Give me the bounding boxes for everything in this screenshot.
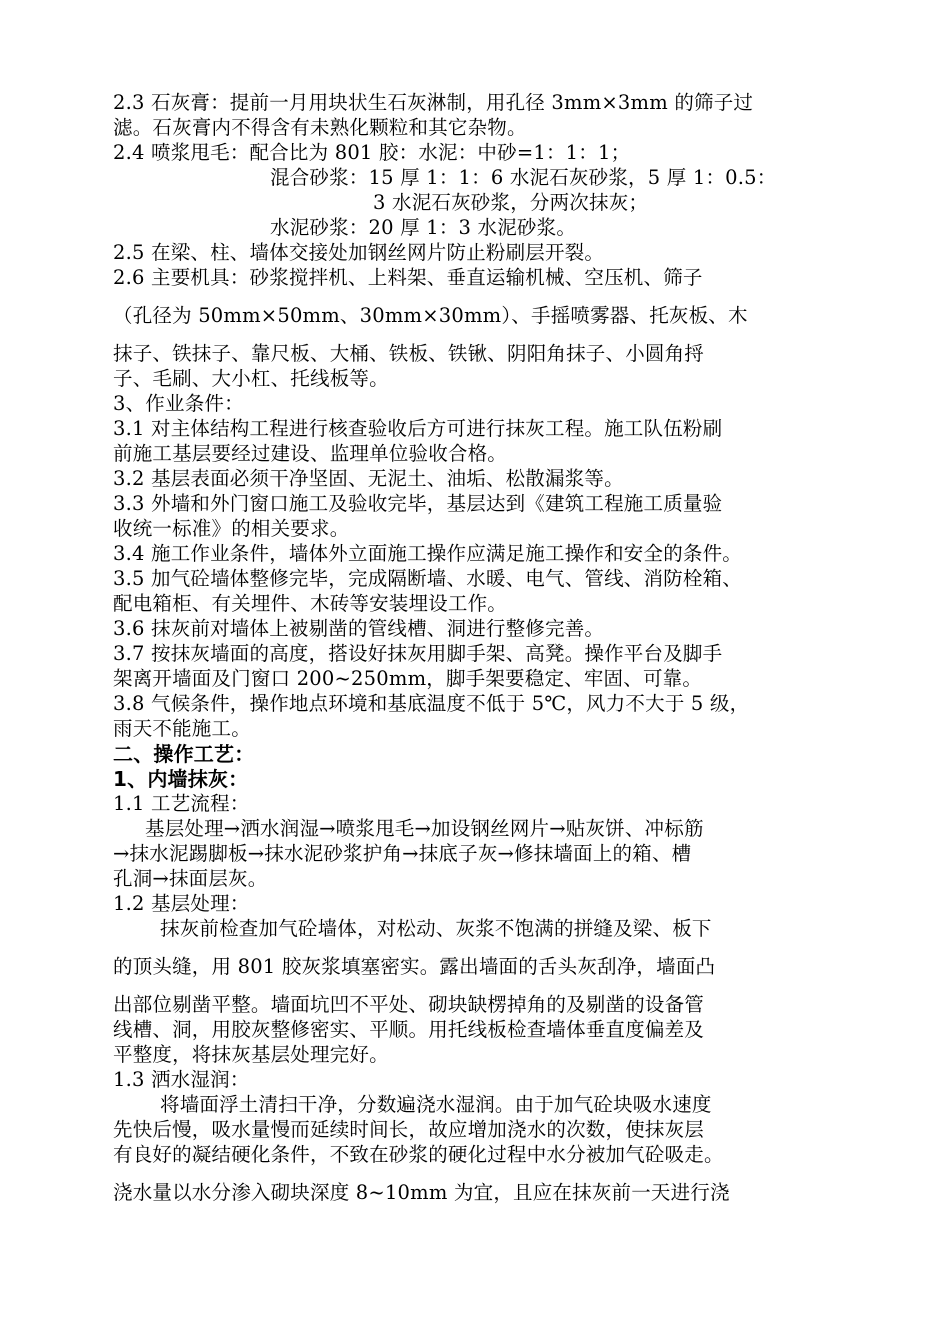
text-line: 基层处理→洒水润湿→喷浆甩毛→加设钢丝网片→贴灰饼、冲标筋 bbox=[145, 817, 704, 840]
text-line: 1.1 工艺流程： bbox=[113, 792, 250, 815]
text-line: 3.5 加气砼墙体整修完毕，完成隔断墙、水暖、电气、管线、消防栓箱、 bbox=[113, 567, 743, 590]
text-line: 先快后慢，吸水量慢而延续时间长，故应增加浇水的次数，使抹灰层 bbox=[113, 1118, 705, 1141]
text-line: 3.3 外墙和外门窗口施工及验收完毕，基层达到《建筑工程施工质量验 bbox=[113, 492, 723, 515]
text-line: 1.2 基层处理： bbox=[113, 892, 250, 915]
text-line: 2.3 石灰膏：提前一月用块状生石灰淋制，用孔径 3mm×3mm 的筛子过 bbox=[113, 91, 754, 114]
text-line: →抹水泥踢脚板→抹水泥砂浆护角→抹底子灰→修抹墙面上的箱、槽 bbox=[113, 842, 692, 865]
text-line: 子、毛刷、大小杠、托线板等。 bbox=[113, 367, 389, 390]
text-line: 3.7 按抹灰墙面的高度，搭设好抹灰用脚手架、高凳。操作平台及脚手 bbox=[113, 642, 723, 665]
text-line: 前施工基层要经过建设、监理单位验收合格。 bbox=[113, 442, 508, 465]
text-line: 滤。石灰膏内不得含有未熟化颗粒和其它杂物。 bbox=[113, 116, 527, 139]
text-line: 3.6 抹灰前对墙体上被剔凿的管线槽、洞进行整修完善。 bbox=[113, 617, 605, 640]
text-line: 3.8 气候条件，操作地点环境和基底温度不低于 5℃，风力不大于 5 级， bbox=[113, 692, 750, 715]
text-line: 线槽、洞，用胶灰整修密实、平顺。用托线板检查墙体垂直度偏差及 bbox=[113, 1018, 705, 1041]
text-line: 1.3 洒水湿润： bbox=[113, 1068, 250, 1091]
text-line: （孔径为 50mm×50mm、30mm×30mm）、手摇喷雾器、托灰板、木 bbox=[113, 304, 748, 327]
text-line: 混合砂浆：15 厚 1：1：6 水泥石灰砂浆，5 厚 1：0.5： bbox=[270, 166, 777, 189]
text-line: 出部位剔凿平整。墙面坑凹不平处、砌块缺楞掉角的及剔凿的设备管 bbox=[113, 993, 705, 1016]
section-heading: 3、作业条件： bbox=[113, 392, 244, 415]
text-line: 3.2 基层表面必须干净坚固、无泥土、油垢、松散漏浆等。 bbox=[113, 467, 624, 490]
text-line: 雨天不能施工。 bbox=[113, 717, 251, 740]
text-line: 浇水量以水分渗入砌块深度 8~10mm 为宜，且应在抹灰前一天进行浇 bbox=[113, 1181, 730, 1204]
text-line: 3.4 施工作业条件，墙体外立面施工操作应满足施工操作和安全的条件。 bbox=[113, 542, 743, 565]
text-line: 架离开墙面及门窗口 200~250mm，脚手架要稳定、牢固、可靠。 bbox=[113, 667, 703, 690]
text-line: 2.4 喷浆甩毛：配合比为 801 胶：水泥：中砂=1：1：1； bbox=[113, 141, 631, 164]
text-line: 的顶头缝，用 801 胶灰浆填塞密实。露出墙面的舌头灰刮净，墙面凸 bbox=[113, 955, 716, 978]
text-line: 孔洞→抹面层灰。 bbox=[113, 867, 268, 890]
text-line: 将墙面浮土清扫干净，分数遍浇水湿润。由于加气砼块吸水速度 bbox=[160, 1093, 712, 1116]
text-line: 2.5 在梁、柱、墙体交接处加钢丝网片防止粉刷层开裂。 bbox=[113, 241, 605, 264]
text-line: 3 水泥石灰砂浆，分两次抹灰； bbox=[373, 191, 649, 214]
text-line: 抹灰前检查加气砼墙体，对松动、灰浆不饱满的拼缝及梁、板下 bbox=[160, 917, 712, 940]
text-line: 收统一标准》的相关要求。 bbox=[113, 517, 350, 540]
chapter-heading: 二、操作工艺： bbox=[113, 742, 255, 766]
text-line: 2.6 主要机具：砂浆搅拌机、上料架、垂直运输机械、空压机、筛子 bbox=[113, 266, 703, 289]
text-line: 配电箱柜、有关埋件、木砖等安装埋设工作。 bbox=[113, 592, 508, 615]
text-line: 水泥砂浆：20 厚 1：3 水泥砂浆。 bbox=[270, 216, 577, 239]
section-heading: 1、内墙抹灰： bbox=[113, 767, 249, 791]
text-line: 平整度，将抹灰基层处理完好。 bbox=[113, 1043, 389, 1066]
text-line: 有良好的凝结硬化条件，不致在砂浆的硬化过程中水分被加气砼吸走。 bbox=[113, 1143, 724, 1166]
text-line: 抹子、铁抹子、靠尺板、大桶、铁板、铁锹、阴阳角抹子、小圆角捋 bbox=[113, 342, 705, 365]
text-line: 3.1 对主体结构工程进行核查验收后方可进行抹灰工程。施工队伍粉刷 bbox=[113, 417, 723, 440]
